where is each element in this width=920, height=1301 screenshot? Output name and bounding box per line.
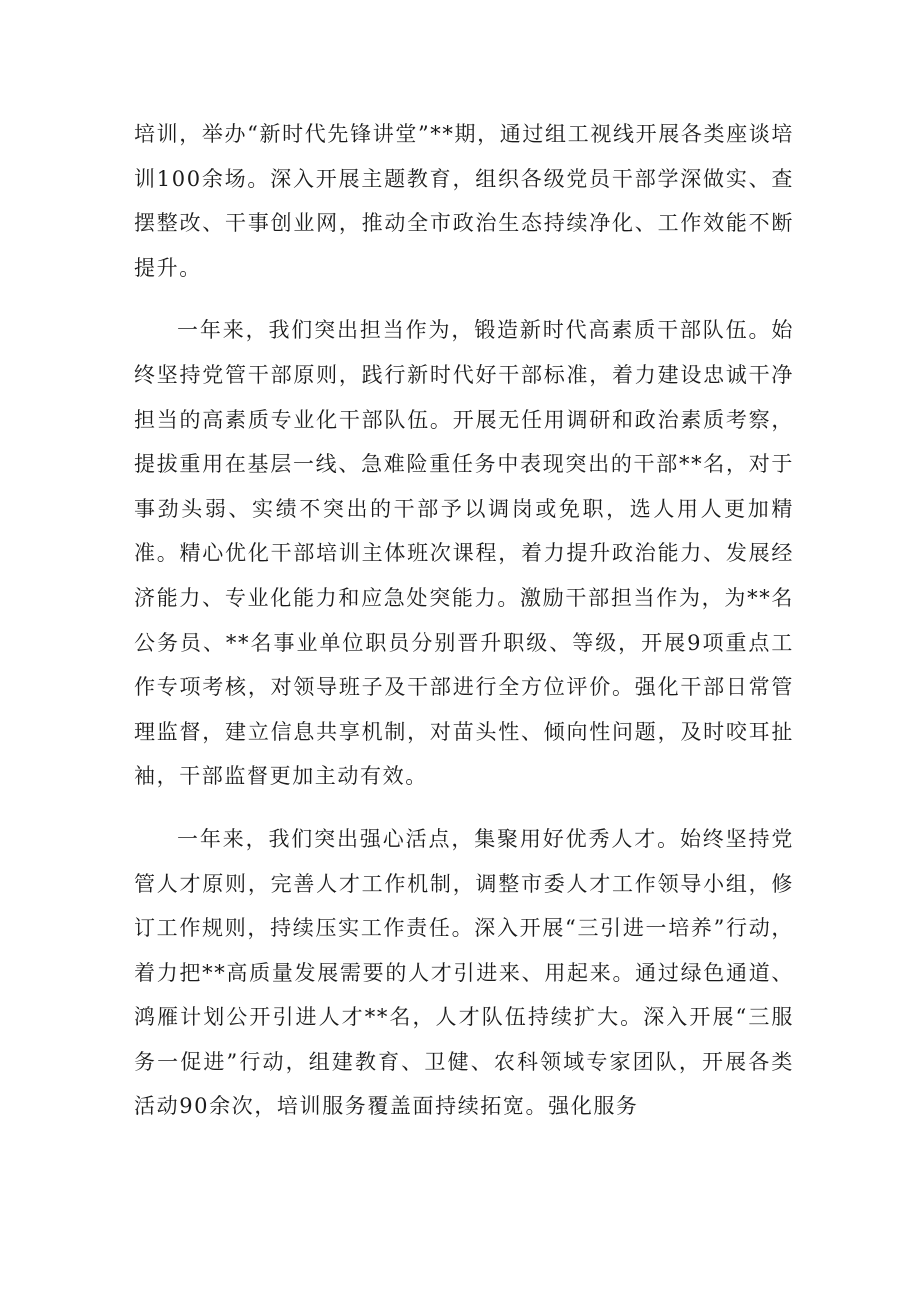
paragraph-talent: 一年来，我们突出强心活点，集聚用好优秀人才。始终坚持党管人才原则，完善人才工作机制，调整市委人才工作领导小组，修订工作规则，持续压实工作责任。深入开展“三引进一培养”行动，着力把**高质量发展需要的人才引进来、用起来。通过绿色通道、鸿雁计划公开引进人才**名，人才队伍持续扩大。深入开展“三服务一促进”行动，组建教育、卫健、农科领域专家团队，开展各类活动90余次，培训服务覆盖面持续拓宽。强化服务 <box>134 826 794 1119</box>
paragraph-continuation: 培训，举办“新时代先锋讲堂”**期，通过组工视线开展各类座谈培训100余场。深入开展主题教育，组织各级党员干部学深做实、查摆整改、干事创业网，推动全市政治生态持续净化、工作效能不断提升。 <box>134 122 794 280</box>
paragraph-cadre-team: 一年来，我们突出担当作为，锻造新时代高素质干部队伍。始终坚持党管干部原则，践行新时代好干部标准，着力建设忠诚干净担当的高素质专业化干部队伍。开展无任用调研和政治素质考察，提拔重用在基层一线、急难险重任务中表现突出的干部**名，对于事劲头弱、实绩不突出的干部予以调岗或免职，选人用人更加精准。精心优化干部培训主体班次课程，着力提升政治能力、发展经济能力、专业化能力和应急处突能力。激励干部担当作为，为**名公务员、**名事业单位职员分别晋升职级、等级，开展9项重点工作专项考核，对领导班子及干部进行全方位评价。强化干部日常管理监督，建立信息共享机制，对苗头性、倾向性问题，及时咬耳扯袖，干部监督更加主动有效。 <box>134 318 794 789</box>
